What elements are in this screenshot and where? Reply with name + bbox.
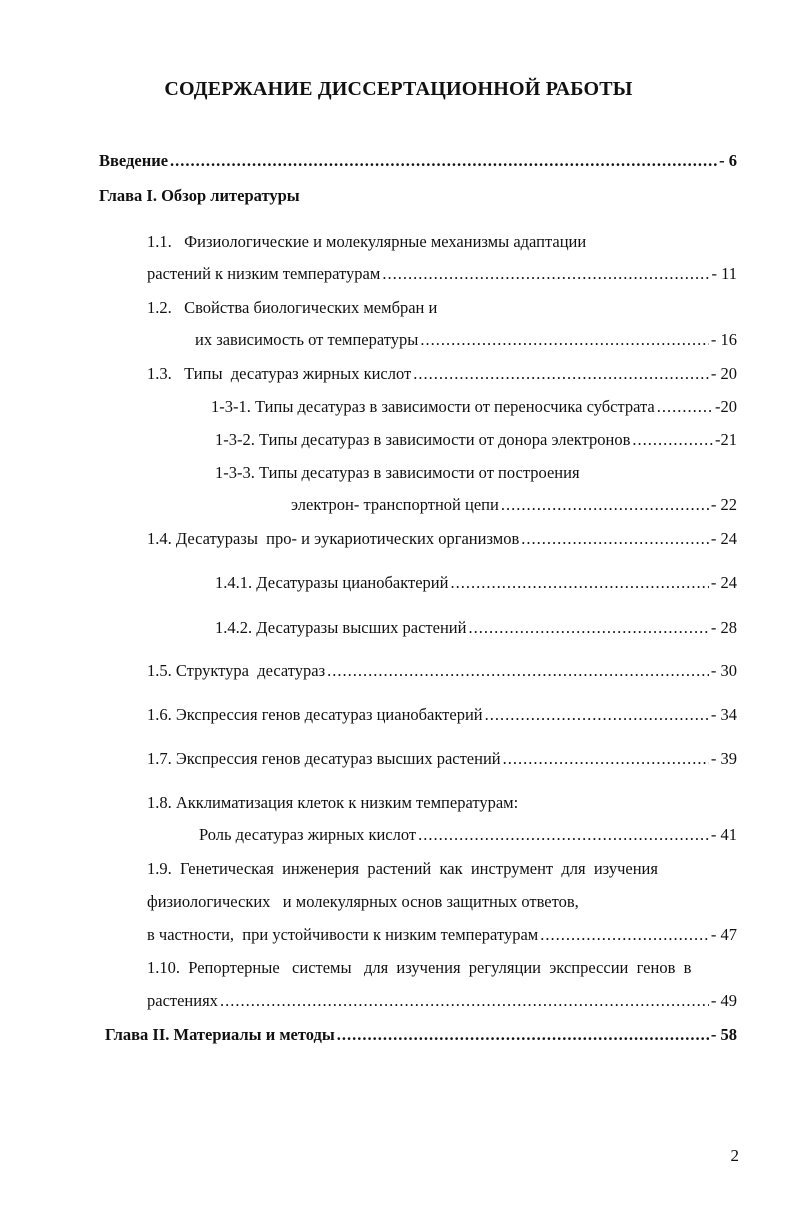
toc-page: - 28 [710, 618, 737, 637]
toc-text: электрон- транспортной цепи [291, 495, 499, 514]
toc-entry-1-8-line1: 1.8. Акклиматизация клеток к низким температурам: [147, 793, 519, 812]
toc-entry-1-4 [147, 528, 737, 550]
leader-dots [540, 924, 709, 946]
toc-entry-1-3 [147, 363, 737, 385]
toc-text: Глава II. Материалы и методы [105, 1025, 335, 1044]
leader-dots [450, 572, 708, 594]
toc-entry-1-10-line1: 1.10. Репортерные системы для изучения регуляции экспрессии генов в [147, 958, 692, 977]
toc-text: 1.4.1. Десатуразы цианобактерий [215, 573, 449, 592]
page-number: 2 [730, 1146, 739, 1165]
toc-entry-1-10 [147, 990, 737, 1012]
leader-dots [170, 150, 717, 172]
toc-text: 1.7. Экспрессия генов десатураз высших растений [147, 749, 501, 768]
toc-page: - 58 [710, 1025, 737, 1044]
toc-text: Введение [99, 151, 169, 170]
leader-dots [657, 396, 713, 418]
toc-page: -21 [715, 430, 737, 449]
leader-dots [220, 990, 709, 1012]
leader-dots [632, 429, 713, 451]
leader-dots [501, 494, 709, 516]
toc-entry-1-1 [147, 263, 737, 285]
toc-text: 1-3-2. Типы десатураз в зависимости от донора электронов [215, 430, 631, 449]
toc-entry-1-9 [147, 924, 737, 946]
toc-entry-1-2-line1: 1.2. Свойства биологических мембран и [147, 298, 438, 317]
toc-text: в частности, при устойчивости к низким температурам [147, 925, 539, 944]
toc-entry-1-5 [147, 660, 737, 682]
toc-page: - 30 [710, 661, 737, 680]
toc-page: - 16 [710, 330, 737, 349]
toc-entry-1-4-2 [215, 617, 737, 639]
toc-entry-intro [99, 150, 737, 172]
toc-text: растений к низким температурам [147, 264, 381, 283]
toc-entry-1-9-line1: 1.9. Генетическая инженерия растений как инструмент для изучения [147, 859, 658, 878]
toc-entry-1-9-line2: физиологических и молекулярных основ защитных ответов, [147, 892, 579, 911]
toc-page: - 41 [710, 825, 737, 844]
toc-entry-1-4-1 [215, 572, 737, 594]
toc-entry-1-3-3-line1: 1-3-3. Типы десатураз в зависимости от построения [215, 463, 580, 482]
leader-dots [382, 263, 709, 285]
toc-text: 1.5. Структура десатураз [147, 661, 326, 680]
toc-page: - 49 [710, 991, 737, 1010]
toc-page: - 34 [710, 705, 737, 724]
page-title: СОДЕРЖАНИЕ ДИССЕРТАЦИОННОЙ РАБОТЫ [164, 78, 633, 100]
toc-entry-1-3-3 [291, 494, 737, 516]
toc-text: растениях [147, 991, 218, 1010]
toc-page: - 24 [710, 529, 737, 548]
toc-text: 1.6. Экспрессия генов десатураз цианобактерий [147, 705, 483, 724]
toc-page: - 22 [710, 495, 737, 514]
toc-text: 1.3. Типы десатураз жирных кислот [147, 364, 412, 383]
toc-text: 1.4. Десатуразы про- и эукариотических организмов [147, 529, 520, 548]
leader-dots [503, 748, 709, 770]
toc-entry-1-7 [147, 748, 737, 770]
toc-entry-1-3-1 [211, 396, 737, 418]
toc-text: 1.4.2. Десатуразы высших растений [215, 618, 467, 637]
toc-entry-1-6 [147, 704, 737, 726]
toc-page: - 47 [710, 925, 737, 944]
leader-dots [521, 528, 709, 550]
toc-page: - 6 [719, 151, 737, 170]
toc-text: 1-3-1. Типы десатураз в зависимости от переносчика субстрата [211, 397, 655, 416]
leader-dots [413, 363, 709, 385]
leader-dots [485, 704, 709, 726]
leader-dots [468, 617, 708, 639]
toc-page: - 11 [711, 264, 737, 283]
toc-page: - 20 [710, 364, 737, 383]
toc-entry-1-8 [199, 824, 737, 846]
leader-dots [327, 660, 709, 682]
leader-dots [420, 329, 709, 351]
toc-entry-1-3-2 [215, 429, 737, 451]
toc-text: Роль десатураз жирных кислот [199, 825, 417, 844]
toc-page: - 39 [710, 749, 737, 768]
toc-chapter-2 [105, 1024, 737, 1046]
toc-text: их зависимость от температуры [195, 330, 419, 349]
toc-entry-1-2 [195, 329, 737, 351]
toc-chapter-1: Глава I. Обзор литературы [99, 186, 300, 205]
toc-entry-1-1-line1: 1.1. Физиологические и молекулярные механизмы адаптации [147, 232, 587, 251]
leader-dots [337, 1024, 709, 1046]
toc-page: -20 [715, 397, 737, 416]
leader-dots [418, 824, 709, 846]
toc-page: - 24 [710, 573, 737, 592]
